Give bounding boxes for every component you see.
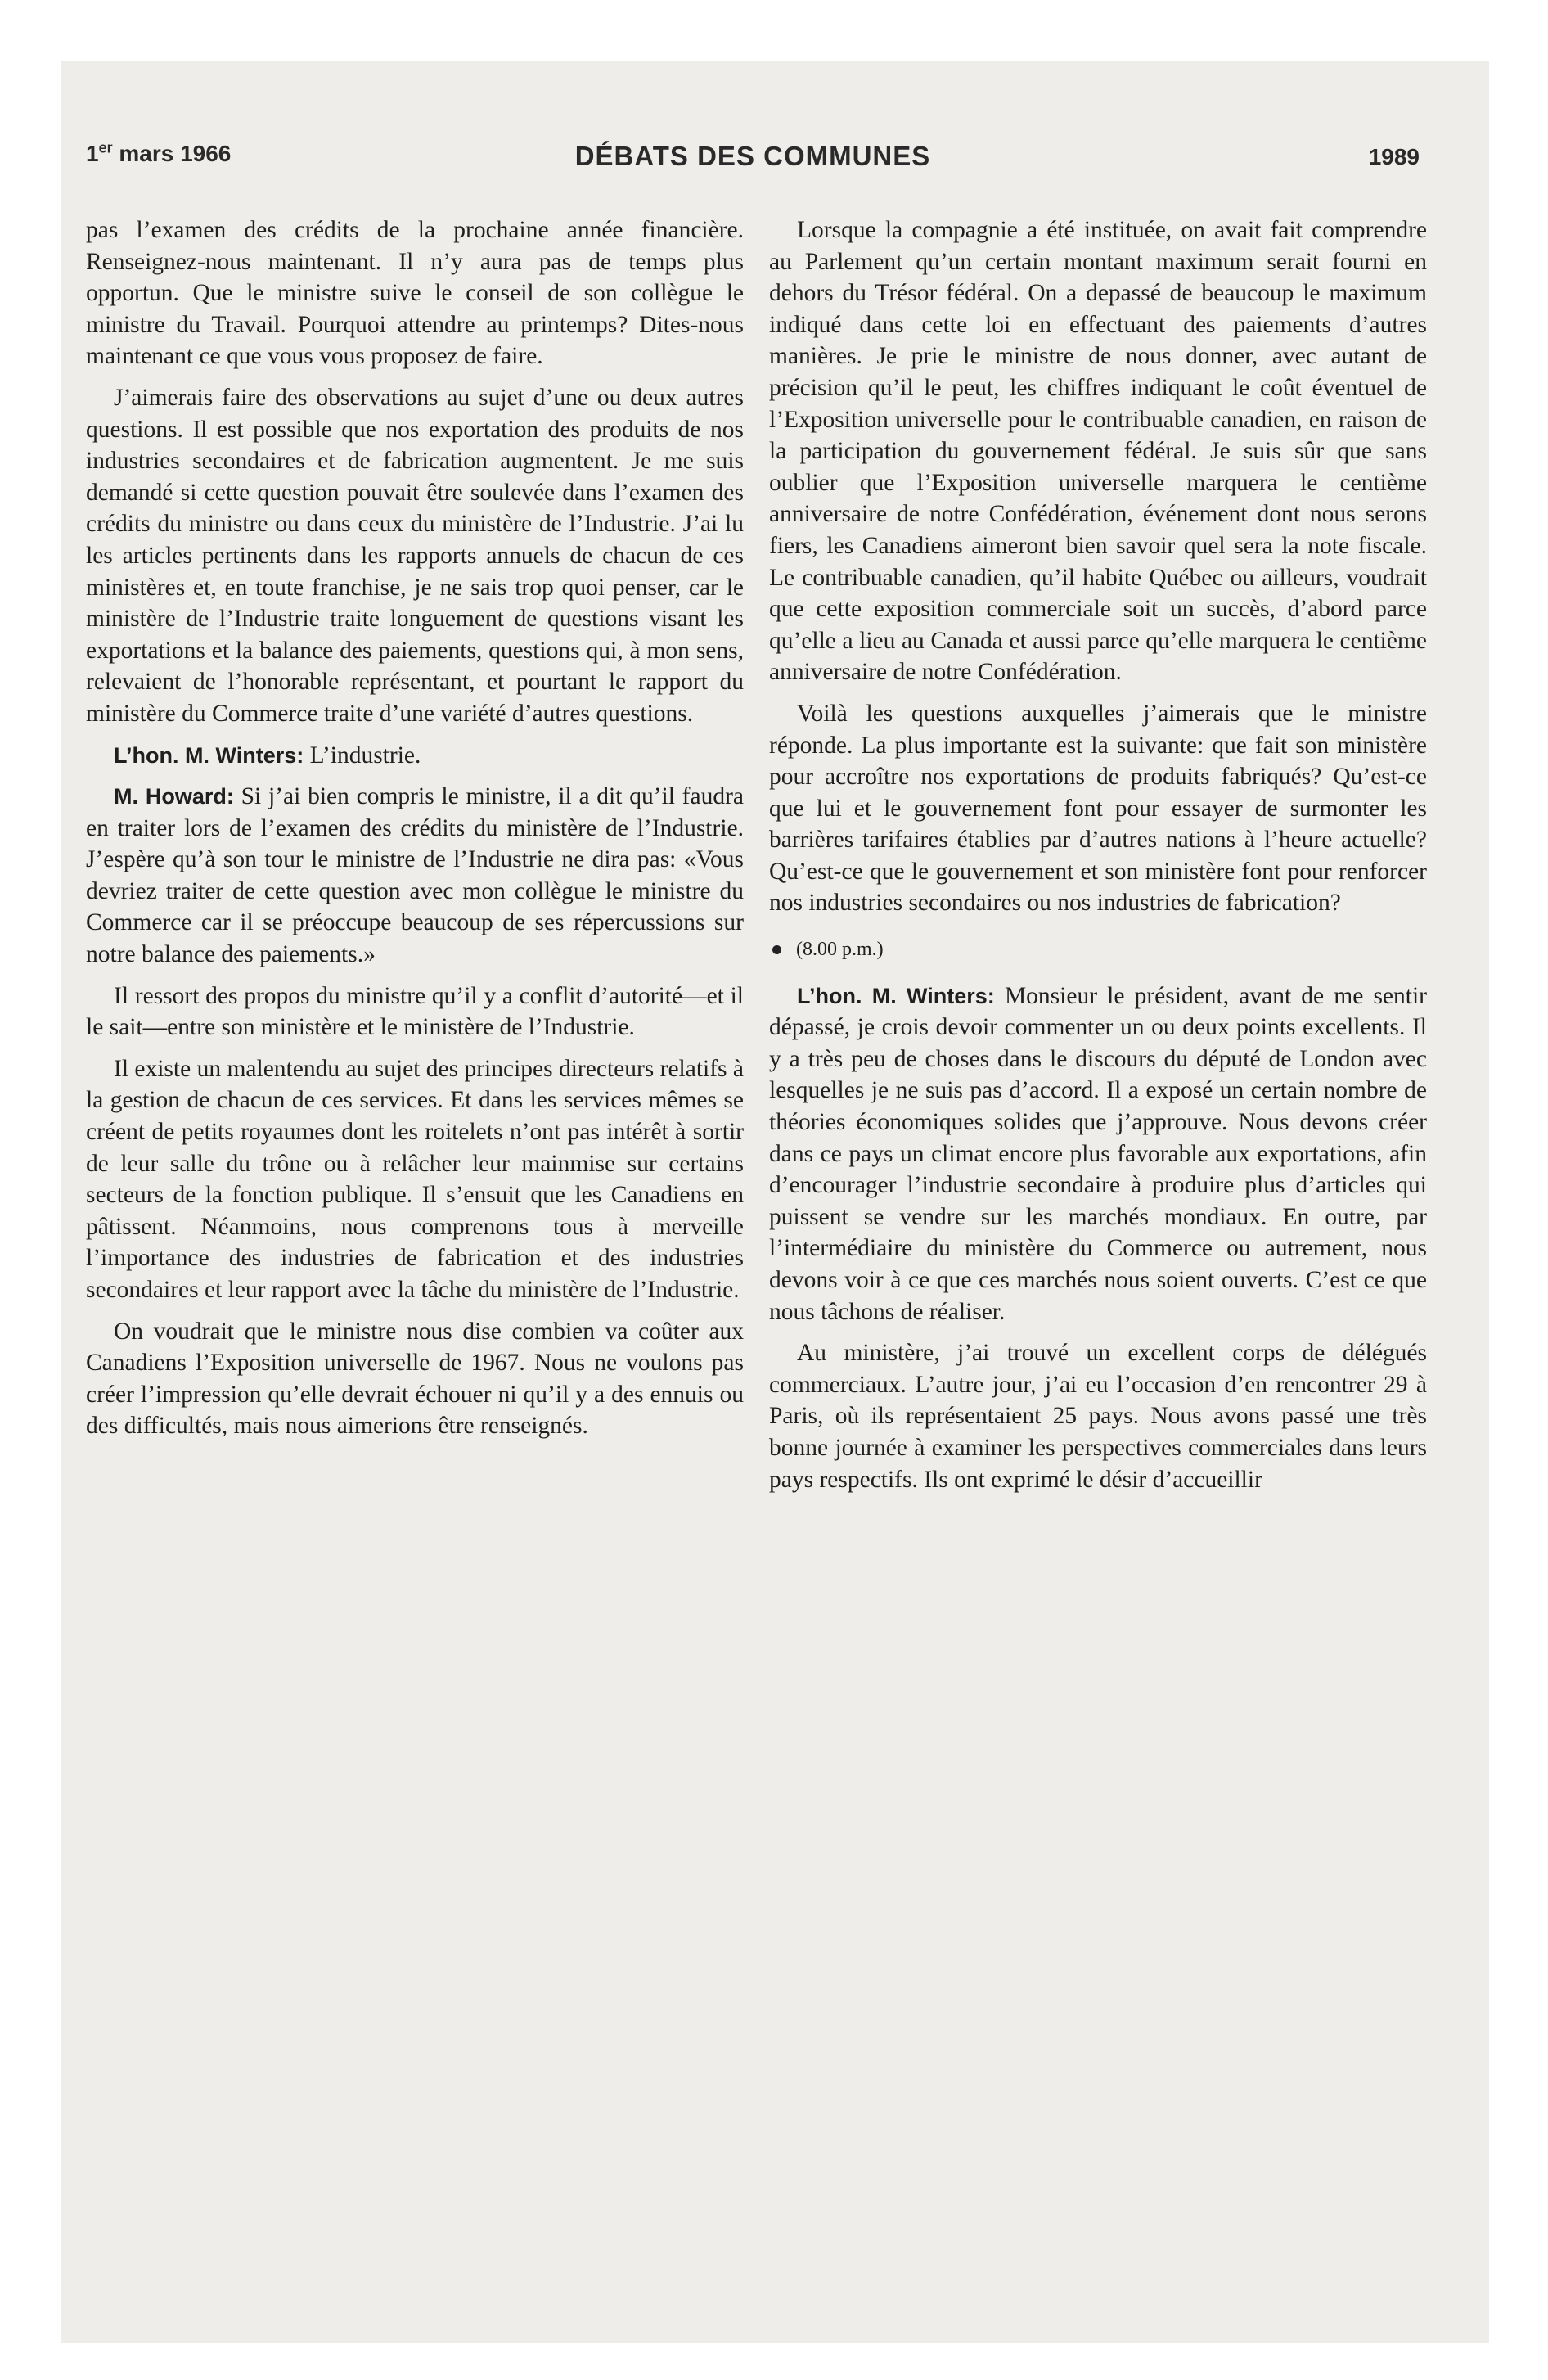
paragraph: Au ministère, j’ai trouvé un excellent corps de délégués commerciaux. L’autre jour, j’ai eu l’occasion d’en rencontrer 29 à Paris, où ils représentaient 25 pays. Nous avons passé une très bonne journée à examiner les perspectives commerciales dans leurs pays respectifs. Ils ont exprimé le désir d’accueillir (769, 1340, 1427, 1493)
date-superscript: er (98, 139, 113, 156)
page-title: DÉBATS DES COMMUNES (574, 141, 931, 171)
paragraph: J’aimerais faire des observations au sujet d’une ou deux autres questions. Il est possible que nos exportation des produits de nos industries secondaires et de fabrication augmentent. Je me suis demandé si cette question pouvait être soulevée dans l’examen des crédits du ministre ou dans ceux du ministère de l’Industrie. J’ai lu les articles pertinents dans les rapports annuels de chacun de ces ministères et, en toute franchise, je ne sais trop quoi penser, car le ministère de l’Industrie traite longuement de questions visant les exportations et la balance des paiements, questions qui, à mon sens, relevaient de l’honorable représentant, et pourtant le rapport du ministère du Commerce traite d’une variété d’autres questions. (86, 384, 744, 727)
paragraph: pas l’examen des crédits de la prochaine année financière. Renseignez-nous maintenant. Il n’y aura pas de temps plus opportun. Que le ministre suive le conseil de son collègue le ministre du Travail. Pourquoi attendre au printemps? Dites-nous maintenant ce que vous vous proposez de faire. (86, 217, 744, 370)
speaker-name: L’hon. M. Winters: (114, 742, 304, 768)
paragraph: Il ressort des propos du ministre qu’il y a conflit d’autorité—et il le sait—entre son ministère et le ministère de l’Industrie. (86, 982, 744, 1041)
speech-text: Si j’ai bien compris le ministre, il a dit qu’il faudra en traiter lors de l’examen des crédits du ministère de l’Industrie. J’espère qu’à son tour le ministre de l’Industrie ne dira pas: «Vous devriez traiter de cette question avec mon collègue le ministre du Commerce car il se préoccupe beaucoup de ses répercussions sur notre balance des paiements.» (86, 783, 745, 968)
date-rest: mars 1966 (112, 141, 232, 166)
right-column (769, 214, 1427, 1505)
paragraph: Il existe un malentendu au sujet des principes directeurs relatifs à la gestion de chacun de ces services. Et dans les services mêmes se créent de petits royaumes dont les roitelets n’ont pas intérêt à sortir de leur salle du trône ou à relâcher leur mainmise sur certains secteurs de la fonction publique. Il s’ensuit que les Canadiens en pâtissent. Néanmoins, nous comprenons tous à merveille l’importance des industries de fabrication et des industries secondaires et leur rapport avec la tâche du ministère de l’Industrie. (86, 1055, 745, 1303)
speaker-paragraph (769, 980, 1427, 1328)
bullet-icon (772, 945, 781, 954)
page-number: 1989 (1368, 144, 1420, 169)
speaker-paragraph (86, 740, 744, 772)
left-column (86, 214, 744, 1452)
time-mark-text: (8.00 p.m.) (796, 939, 884, 961)
speaker-name: L’hon. M. Winters: (797, 983, 995, 1008)
paragraph: Voilà les questions auxquelles j’aimerais que le ministre réponde. La plus importante est la suivante: que fait son ministère pour accroître nos exportations de produits fabriqués? Qu’est-ce que lui et le gouvernement font pour essayer de surmonter les barrières tarifaires établies par d’autres nations à l’heure actuelle? Qu’est-ce que le gouvernement et son ministère font pour renforcer nos industries secondaires ou nos industries de fabrication? (769, 700, 1427, 917)
paragraph: Lorsque la compagnie a été instituée, on avait fait comprendre au Parlement qu’un certain montant maximum serait fourni en dehors du Trésor fédéral. On a depassé de beaucoup le maximum indiqué dans cette loi en effectuant des paiements d’autres manières. Je prie le ministre de nous donner, avec autant de précision qu’il le peut, les chiffres indiquant le coût éventuel de l’Exposition universelle pour le contribuable canadien, en raison de la participation du gouvernement fédéral. Je suis sûr que sans oublier que l’Exposition universelle marquera le centième anniversaire de notre Confédération, événement dont nous serons fiers, les Canadiens aimeront bien savoir quel sera la note fiscale. Le contribuable canadien, qu’il habite Québec ou ailleurs, voudrait que cette exposition commerciale soit un succès, d’abord parce qu’elle a lieu au Canada et aussi parce qu’elle marquera le centième anniversaire de notre Confédération. (769, 217, 1427, 686)
paragraph: On voudrait que le ministre nous dise combien va coûter aux Canadiens l’Exposition universelle de 1967. Nous ne voulons pas créer l’impression qu’elle devrait échouer ni qu’il y a des ennuis ou des difficultés, mais nous aimerions être renseignés. (86, 1318, 744, 1440)
speaker-paragraph (86, 781, 744, 971)
page-header (86, 141, 1420, 182)
speech-text: L’industrie. (304, 741, 421, 769)
date-day: 1 (86, 141, 99, 166)
speaker-name: M. Howard: (114, 784, 234, 809)
speech-text: Monsieur le président, avant de me sentir dépassé, je crois devoir commenter un ou deux points excellents. Il y a très peu de choses dans le discours du député de London avec lesquelles je ne suis pas d’accord. Il a exposé un certain nombre de théories économiques solides que j’approuve. Nous devons créer dans ce pays un climat encore plus favorable aux exportations, afin d’encourager l’industrie secondaire à produire plus d’articles qui puissent se vendre sur les marchés mondiaux. En outre, par l’intermédiaire du ministère du Commerce ou autrement, nous devons voir à ce que ces marchés nous soient ouverts. C’est ce que nous tâchons de réaliser. (769, 982, 1427, 1325)
time-mark (769, 934, 1427, 966)
